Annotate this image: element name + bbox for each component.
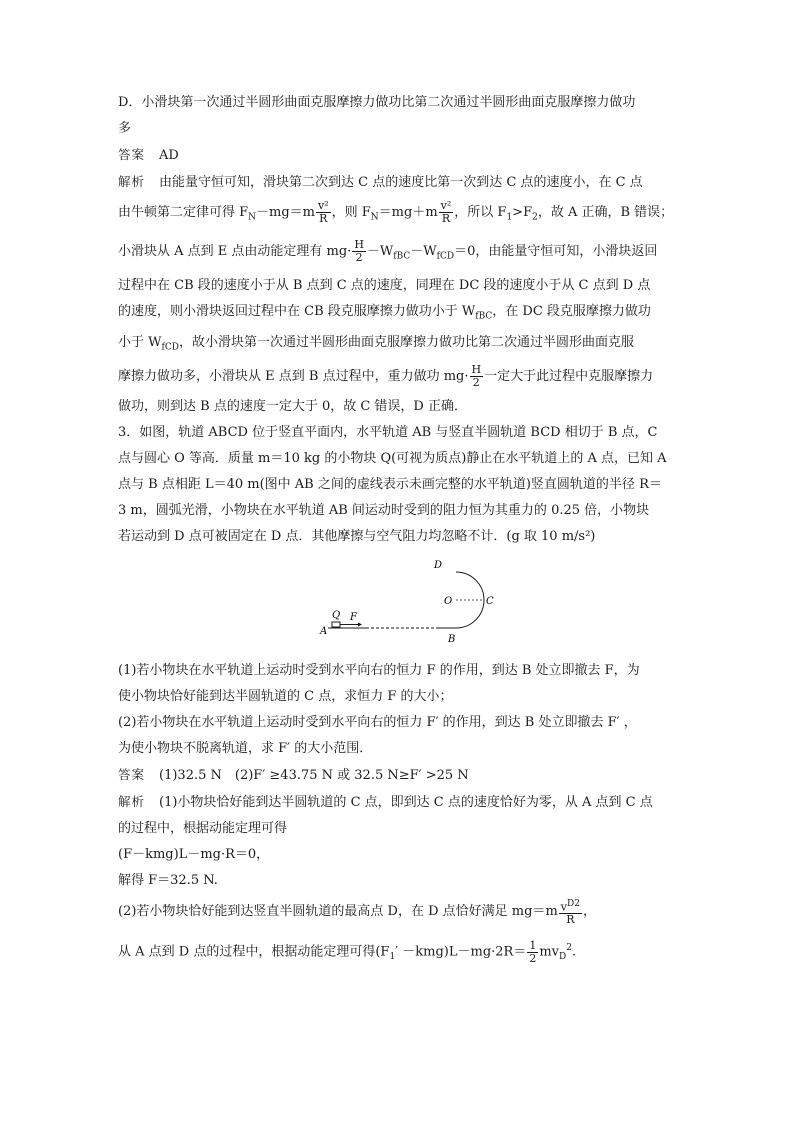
problem-3-line1: 3．如图，轨道 ABCD 位于竖直平面内，水平轨道 AB 与竖直半圆轨道 BCD 相切于 B 点，C — [118, 425, 658, 441]
analysis-1-line4: 过程中在 CB 段的速度小于从 B 点到 C 点的速度，同理在 DC 段的速度小于从 C 点到 D 点 — [118, 278, 651, 294]
question-1-line1: (1)若小物块在水平轨道上运动时受到水平向右的恒力 F 的作用，到达 B 处立即撤去 F，为 — [118, 663, 640, 679]
analysis-1-line8: 做功，则到达 B 点的速度一定大于 0，故 C 错误，D 正确． — [118, 399, 467, 415]
problem-3-line5: 若运动到 D 点可被固定在 D 点．其他摩擦与空气阻力均忽略不计．(g 取 10 m/s²) — [118, 529, 596, 545]
analysis-3-line4: 解得 F＝32.5 N. — [118, 873, 218, 889]
force-arrowhead — [358, 623, 362, 627]
analysis-3-line2: 的过程中，根据动能定理可得 — [118, 821, 288, 837]
fraction-h-over-2-b: $\frac{H}{2}$ — [471, 363, 482, 390]
document-page — [118, 90, 678, 975]
label-o: O — [444, 596, 453, 608]
label-q: Q — [332, 610, 341, 622]
analysis-3-line6: 从 A 点到 D 点的过程中，根据动能定理可得$(F_1' -kmg)L-mg\cdot 2R=$ $\frac{1}{2}$ $mv_D^2$. — [118, 938, 577, 965]
label-c: C — [486, 596, 494, 608]
label-b: B — [448, 634, 456, 646]
analysis-3-line5: (2)若小物块恰好能到达竖直半圆轨道的最高点 D，在 D 点恰好满足 mg＝m $\frac{v^{D2}}{R}$ ， — [118, 898, 596, 927]
label-d: D — [434, 560, 443, 572]
fraction-1-over-2: $\frac{1}{2}$ — [529, 938, 537, 965]
label-f: F — [350, 612, 357, 624]
block-q — [332, 622, 340, 627]
problem-3-line2: 点与圆心 O 等高．质量 m＝10 kg 的小物块 Q(可视为质点)静止在水平轨道上的 A 点，已知 A — [118, 451, 667, 467]
analysis-1-line5: 的速度，则小滑块返回过程中在 CB 段克服摩擦力做功小于 $W_{fBC}$，在 DC 段克服摩擦力做功 — [118, 304, 651, 322]
analysis-3-line3: (F－kmg)L－mg·R＝0， — [118, 847, 270, 863]
analysis-1-line7: 摩擦力做功多，小滑块从 E 点到 B 点过程中，重力做功 mg· $\frac{H}{2}$ 一定大于此过程中克服摩擦力 — [118, 363, 654, 390]
fraction-h-over-2: $\frac{H}{2}$ — [354, 237, 364, 264]
analysis-1-line3: 小滑块从 A 点到 E 点由动能定理有 mg· $\frac{H}{2}$ $-W_{fBC}-W_{fCD}=0$，由能量守恒可知，小滑块返回 — [118, 237, 658, 264]
track-diagram — [118, 554, 678, 650]
question-2-line2: 为使小物块不脱离轨道，求 F′ 的大小范围． — [118, 741, 373, 757]
option-d-line2: 多 — [118, 121, 132, 136]
fraction-v2-over-r-2: $\frac{\text{v²}}{R}$ — [440, 199, 452, 225]
analysis-1-line1: 解析 由能量守恒可知，滑块第二次到达 C 点的速度比第一次到达 C 点的速度小，在 C 点 — [118, 174, 643, 190]
label-a: A — [320, 626, 328, 638]
answer-1: 答案 AD — [118, 147, 179, 163]
problem-3-line4: 3 m，圆弧光滑，小物块在水平轨道 AB 间运动时受到的阻力恒为其重力的 0.25 倍，小物块 — [118, 503, 650, 519]
problem-3-line3: 点与 B 点相距 L＝40 m(图中 AB 之间的虚线表示未画完整的水平轨道)竖直圆轨道的半径 R＝ — [118, 477, 662, 493]
track-diagram-svg — [308, 554, 498, 650]
fraction-vd2-over-r: $\frac{v^{D2}}{R}$ — [560, 898, 580, 927]
analysis-3-line1: 解析 (1)小物块恰好能到达半圆轨道的 C 点，即到达 C 点的速度恰好为零，从 A 点到 C 点 — [118, 794, 653, 811]
analysis-1-line6: 小于 $W_{fCD}$，故小滑块第一次通过半圆形曲面克服摩擦力做功比第二次通过半圆形曲面克服 — [118, 334, 634, 353]
question-1-line2: 使小物块恰好能到达半圆轨道的 C 点，求恒力 F 的大小； — [118, 689, 453, 705]
answer-3: 答案 (1)32.5 N (2)F′ ≥43.75 N 或 32.5 N≥F′ >25 N — [118, 767, 469, 784]
question-2-line1: (2)若小物块在水平轨道上运动时受到水平向右的恒力 F′ 的作用，到达 B 处立即撤去 F′ ， — [118, 715, 637, 731]
fraction-v2-over-r: $\frac{\text{v²}}{R}$ — [318, 199, 329, 225]
analysis-1-line2: 由牛顿第二定律可得 $F_N-mg=m$ $\frac{\text{v²}}{R}$ ，则 $F_N=mg+m$ $\frac{\text{v²}}{R}$ ，所以 $F_1>F_2$，故 A 正确，B 错误； — [118, 199, 674, 225]
option-d-line1: D．小滑块第一次通过半圆形曲面克服摩擦力做功比第二次通过半圆形曲面克服摩擦力做功 — [118, 95, 636, 110]
